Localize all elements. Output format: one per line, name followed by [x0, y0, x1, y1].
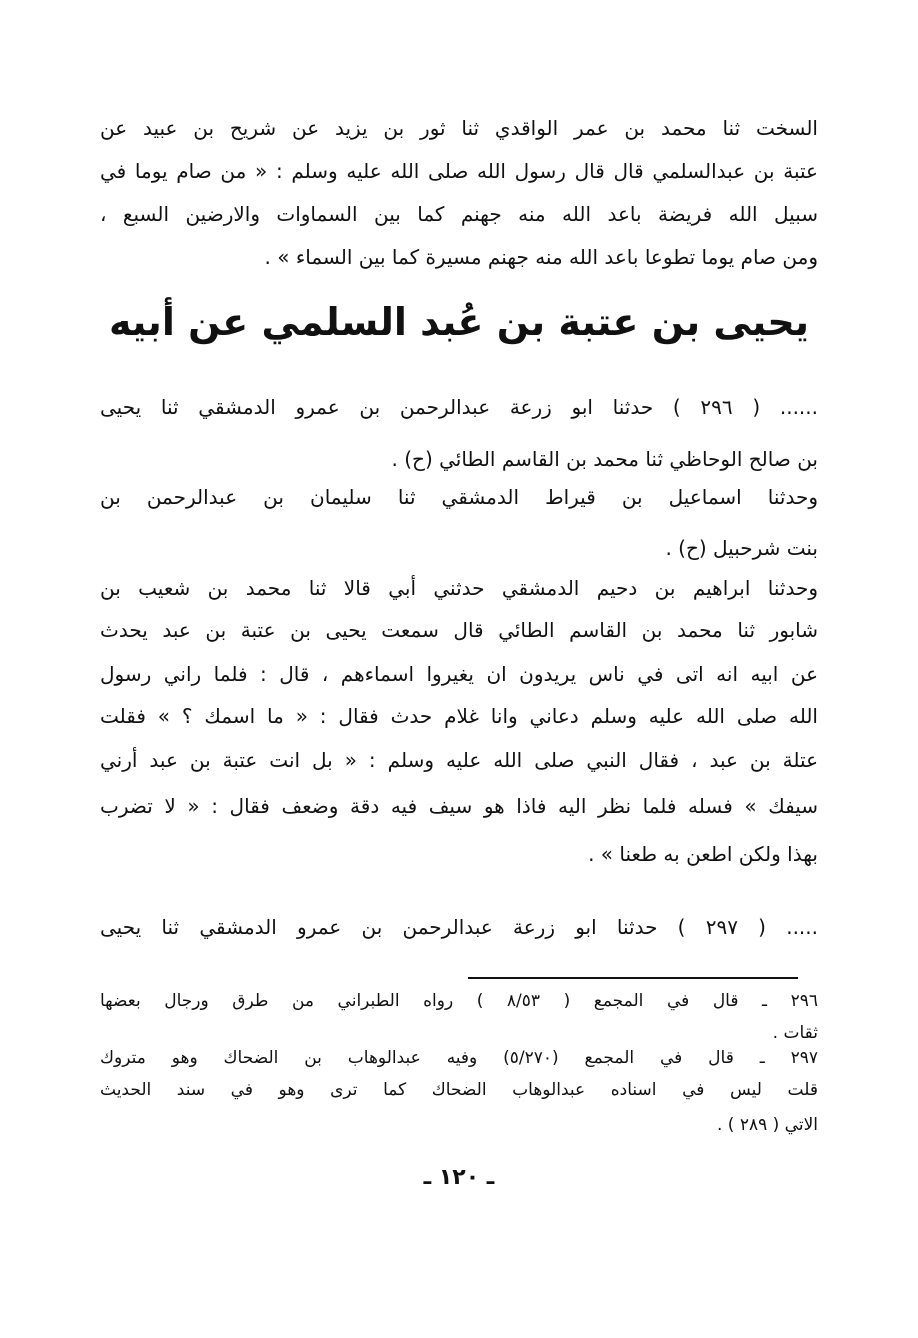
body-line-2: عتبة بن عبدالسلمي قال قال رسول الله صلى الله عليه وسلم : « من صام يوما في — [100, 159, 818, 183]
section-heading: يحيى بن عتبة بن عُبد السلمي عن أبيه — [109, 300, 809, 344]
hadith-296-line-10: سيفك » فسله فلما نظر اليه فاذا هو سيف فيه دقة وضعف فقال : « لا تضرب — [100, 794, 818, 818]
footnote-line-5: الاتي ( ٢٨٩ ) . — [716, 1115, 818, 1135]
footnote-line-4: قلت ليس في اسناده عبدالوهاب الضحاك كما ترى وهو في سند الحديث — [100, 1080, 818, 1100]
hadith-296-line-4: بنت شرحبيل (ح) . — [665, 536, 818, 560]
footnote-divider — [468, 977, 798, 979]
hadith-297-line-1: ..... ( ٢٩٧ ) حدثنا ابو زرعة عبدالرحمن بن عمرو الدمشقي ثنا يحيى — [100, 915, 818, 939]
hadith-296-line-9: عتلة بن عبد ، فقال النبي صلى الله عليه وسلم : « بل انت عتبة بن عبد أرني — [100, 748, 818, 772]
hadith-296-line-8: الله صلى الله عليه وسلم دعاني وانا غلام حدث فقال : « ما اسمك ؟ » فقلت — [100, 704, 818, 728]
body-line-3: سبيل الله فريضة باعد الله منه جهنم كما بين السماوات والارضين السبع ، — [100, 202, 818, 226]
hadith-296-line-3: وحدثنا اسماعيل بن قيراط الدمشقي ثنا سليمان بن عبدالرحمن بن — [100, 485, 818, 509]
hadith-296-line-7: عن ابيه انه اتى في ناس يريدون ان يغيروا اسماءهم ، قال : فلما راني رسول — [100, 662, 818, 686]
footnote-line-1: ٢٩٦ ـ قال في المجمع ( ٨/٥٣ ) رواه الطبراني من طرق ورجال بعضها — [100, 991, 818, 1011]
footnote-line-3: ٢٩٧ ـ قال في المجمع (٥/٢٧٠) وفيه عبدالوهاب بن الضحاك وهو متروك — [100, 1048, 818, 1068]
hadith-296-line-1: ...... ( ٢٩٦ ) حدثنا ابو زرعة عبدالرحمن بن عمرو الدمشقي ثنا يحيى — [100, 395, 818, 419]
body-line-1: السخت ثنا محمد بن عمر الواقدي ثنا ثور بن يزيد عن شريح بن عبيد عن — [100, 116, 818, 140]
hadith-296-line-6: شابور ثنا محمد بن القاسم الطائي قال سمعت يحيى بن عتبة بن عبد يحدث — [100, 618, 818, 642]
hadith-296-line-11: بهذا ولكن اطعن به طعنا » . — [588, 842, 818, 866]
body-line-4: ومن صام يوما تطوعا باعد الله منه جهنم مسيرة كما بين السماء » . — [264, 245, 818, 269]
hadith-296-line-2: بن صالح الوحاظي ثنا محمد بن القاسم الطائي (ح) . — [391, 447, 818, 471]
page-number: ـ ١٢٠ ـ — [423, 1165, 495, 1190]
hadith-296-line-5: وحدثنا ابراهيم بن دحيم الدمشقي حدثني أبي قالا ثنا محمد بن شعيب بن — [100, 576, 818, 600]
footnote-line-2: ثقات . — [772, 1023, 818, 1043]
